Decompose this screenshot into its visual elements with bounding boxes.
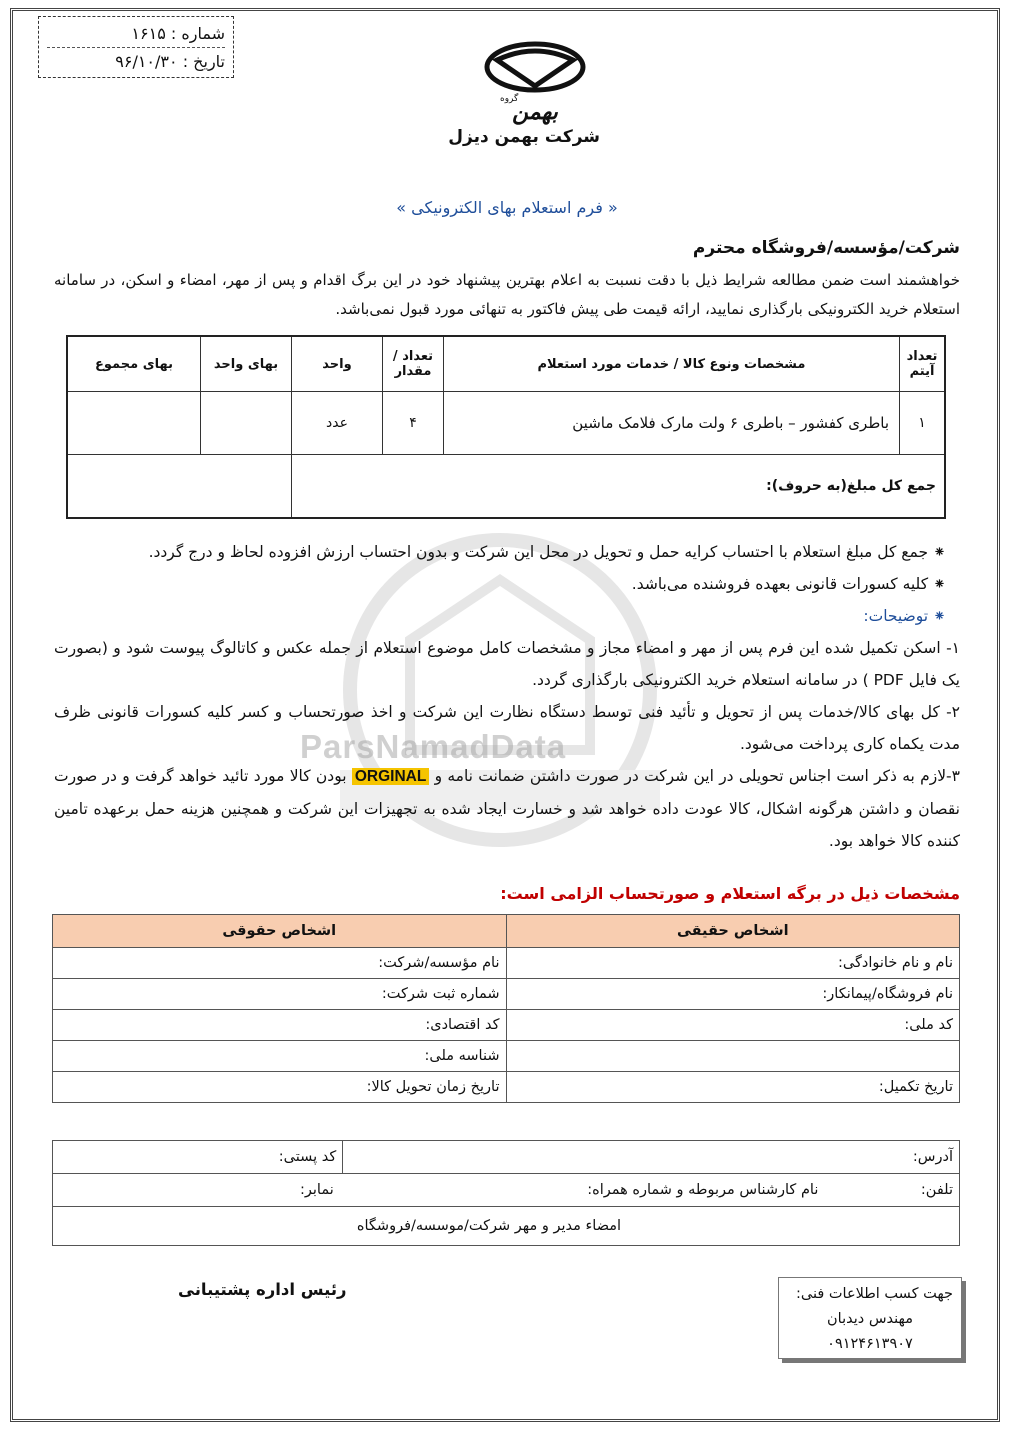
col-unit-price: بهای واحد	[201, 336, 292, 392]
expert-field: نام کارشناس مربوطه و شماره همراه:	[587, 1182, 819, 1198]
row-spec: باطری کفشور – باطری ۶ ولت مارک فلامک ماشین	[444, 392, 900, 455]
table-row	[53, 1010, 960, 1041]
row-unit-price	[201, 392, 292, 455]
row-no: ۱	[900, 392, 946, 455]
number-row	[47, 20, 225, 48]
real-field: تاریخ تکمیل:	[506, 1072, 960, 1103]
total-value	[67, 455, 292, 519]
contact-name: مهندس دیدبان	[827, 1311, 913, 1327]
company-logo	[448, 40, 600, 160]
original-highlight: ORGINAL	[352, 768, 429, 785]
phone-row	[53, 1174, 960, 1207]
logo-group-text: گروه	[500, 94, 519, 104]
legal-field: شماره ثبت شرکت:	[53, 979, 507, 1010]
number-label: شماره :	[170, 24, 225, 43]
col-qty: تعداد / مقدار	[383, 336, 444, 392]
company-name: شرکت بهمن دیزل	[448, 127, 600, 147]
row-qty: ۴	[383, 392, 444, 455]
contact-title: جهت کسب اطلاعات فنی:	[795, 1286, 953, 1302]
items-header-row	[67, 336, 945, 392]
signature-row	[53, 1207, 960, 1246]
legal-field: تاریخ زمان تحویل کالا:	[53, 1072, 507, 1103]
items-table	[66, 335, 946, 519]
note-bullet-1: ⁕ جمع کل مبلغ استعلام با احتساب کرایه حمل و تحویل در محل این شرکت و بدون احتساب ارزش افزوده لحاظ و درج گردد.	[148, 543, 946, 561]
table-row	[53, 1072, 960, 1103]
real-field: کد ملی:	[506, 1010, 960, 1041]
real-persons-header: اشخاص حقیقی	[506, 915, 960, 948]
address-field: آدرس:	[343, 1141, 960, 1174]
col-unit: واحد	[292, 336, 383, 392]
legal-field: شناسه ملی:	[53, 1041, 507, 1072]
persons-header-row	[53, 915, 960, 948]
table-row	[53, 1041, 960, 1072]
legal-field: کد اقتصادی:	[53, 1010, 507, 1041]
form-title: « فرم استعلام بهای الکترونیکی »	[396, 198, 618, 217]
intro-paragraph: خواهشمند است ضمن مطالعه شرایط ذیل با دقت نسبت به اعلام بهترین پیشنهاد خود در این برگ اقدام و پس از مهر، امضاء و اسکن، در سامانه استعلام خرید الکترونیکی بارگذاری نمایید، ارائه قیمت طی پیش فاکتور به تنهائی مورد قبول نمی‌باشد.	[54, 271, 960, 318]
row-unit: عدد	[292, 392, 383, 455]
address-row	[53, 1141, 960, 1174]
number-value: ۱۶۱۵	[131, 24, 166, 43]
date-value: ۹۶/۱۰/۳۰	[115, 52, 178, 71]
notes-section	[54, 536, 960, 857]
real-field: نام و نام خانوادگی:	[506, 948, 960, 979]
note-2: ۲- کل بهای کالا/خدمات پس از تحویل و تأئید فنی توسط دستگاه نظارت این شرکت و اخذ صورتحساب و کسر کلیه کسورات قانونی ظرف مدت یکماه کاری پرداخت می‌شود.	[54, 703, 960, 753]
fax-field: نمابر:	[300, 1182, 334, 1198]
addressee: شرکت/مؤسسه/فروشگاه محترم	[692, 238, 960, 258]
note-explanations-heading: ⁕ توضیحات:	[863, 607, 946, 625]
col-spec: مشخصات ونوع کالا / خدمات مورد استعلام	[444, 336, 900, 392]
table-row	[53, 979, 960, 1010]
phone-field: تلفن:	[920, 1182, 953, 1198]
table-row	[67, 392, 945, 455]
table-row	[53, 948, 960, 979]
col-total-price: بهای مجموع	[67, 336, 201, 392]
note-bullet-2: ⁕ کلیه کسورات قانونی بعهده فروشنده می‌باشد.	[631, 575, 946, 593]
legal-persons-header: اشخاص حقوقی	[53, 915, 507, 948]
total-label: جمع کل مبلغ(به حروف):	[292, 455, 946, 519]
real-field	[506, 1041, 960, 1072]
note-3: ۳-لازم به ذکر است اجناس تحویلی در این شرکت در صورت داشتن ضمانت نامه و ORGINAL بودن کالا مورد تائید خواهد گرفت و در صورت نقصان و داشتن هرگونه اشکال، کالا عودت داده خواهد شد و خسارت ایجاد شده به تجهیزات این شرکت و همچنین هزینه حمل برعهده تامین کننده کالا خواهد بود.	[54, 767, 960, 850]
technical-contact-box	[778, 1277, 962, 1359]
address-table	[52, 1140, 960, 1246]
note-1: ۱- اسکن تکمیل شده این فرم پس از مهر و امضاء مجاز و مشخصات کامل موضوع استعلام از جمله عکس و کاتالوگ پیوست شود و (بصورت یک فایل PDF ) در سامانه استعلام خرید الکترونیکی بارگذاری گردد.	[54, 639, 960, 689]
number-date-box	[38, 16, 234, 78]
persons-table	[52, 914, 960, 1103]
row-total-price	[67, 392, 201, 455]
total-row	[67, 455, 945, 519]
date-label: تاریخ :	[182, 52, 225, 71]
required-note: مشخصات ذیل در برگه استعلام و صورتحساب الزامی است:	[500, 884, 960, 903]
signature-field: امضاء مدیر و مهر شرکت/موسسه/فروشگاه	[53, 1207, 960, 1246]
watermark-text: ParsNamadData	[300, 728, 567, 765]
support-chief-title: رئیس اداره پشتیبانی	[178, 1280, 347, 1299]
postal-code-field: کد پستی:	[53, 1141, 343, 1174]
logo-brand-text: بهمن	[512, 100, 558, 125]
logo-emblem-icon	[483, 40, 587, 94]
legal-field: نام مؤسسه/شرکت:	[53, 948, 507, 979]
col-item-count: تعداد آیتم	[900, 336, 946, 392]
date-row	[47, 48, 225, 75]
real-field: نام فروشگاه/پیمانکار:	[506, 979, 960, 1010]
contact-phone: ۰۹۱۲۴۶۱۳۹۰۷	[827, 1336, 913, 1352]
